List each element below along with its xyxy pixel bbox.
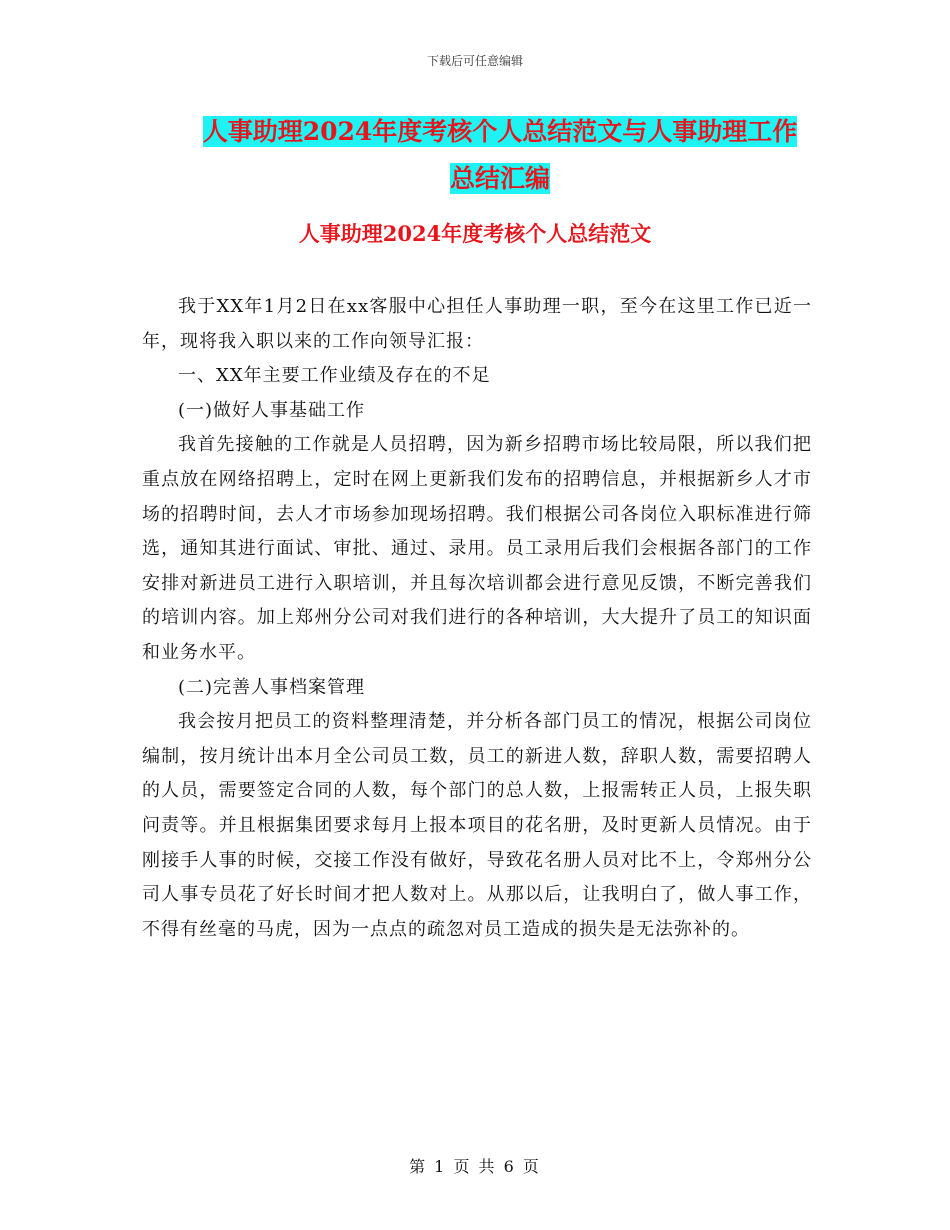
document-body — [142, 290, 812, 947]
paragraph-intro: 我于XX年1月2日在xx客服中心担任人事助理一职，至今在这里工作已近一年，现将我入职以来的工作向领导汇报： — [142, 296, 812, 352]
subheading-archive-management: (二)完善人事档案管理 — [178, 676, 366, 698]
page-number: 第 1 页 共 6 页 — [409, 1157, 541, 1176]
paragraph-archive: 我会按月把员工的资料整理清楚，并分析各部门员工的情况，根据公司岗位编制，按月统计出本月全公司员工数，员工的新进人数，辞职人数，需要招聘人的人员，需要签定合同的人数，每个部门的总人数，上报需转正人员，上报失职问责等。并且根据集团要求每月上报本项目的花名册，及时更新人员情况。由于刚接手人事的时候，交接工作没有做好，导致花名册人员对比不上，令郑州分公司人事专员花了好长时间才把人数对上。从那以后，让我明白了，做人事工作，不得有丝毫的马虎，因为一点点的疏忽对员工造成的损失是无法弥补的。 — [142, 711, 812, 940]
paragraph-recruitment: 我首先接触的工作就是人员招聘，因为新乡招聘市场比较局限，所以我们把重点放在网络招聘上，定时在网上更新我们发布的招聘信息，并根据新乡人才市场的招聘时间，去人才市场参加现场招聘。我们根据公司各岗位入职标准进行筛选，通知其进行面试、审批、通过、录用。员工录用后我们会根据各部门的工作安排对新进员工进行入职培训，并且每次培训都会进行意见反馈，不断完善我们的培训内容。加上郑州分公司对我们进行的各种培训，大大提升了员工的知识面和业务水平。 — [142, 434, 812, 663]
subheading-personnel-basics: (一)做好人事基础工作 — [178, 399, 366, 421]
document-title-line-2: 总结汇编 — [449, 164, 550, 193]
document-title-line-1: 人事助理2024年度考核个人总结范文与人事助理工作 — [202, 117, 798, 146]
document-title — [140, 108, 860, 202]
section-title: 人事助理2024年度考核个人总结范文 — [298, 221, 652, 246]
header-note: 下载后可任意编辑 — [426, 54, 523, 68]
heading-achievements: 一、XX年主要工作业绩及存在的不足 — [178, 365, 491, 387]
